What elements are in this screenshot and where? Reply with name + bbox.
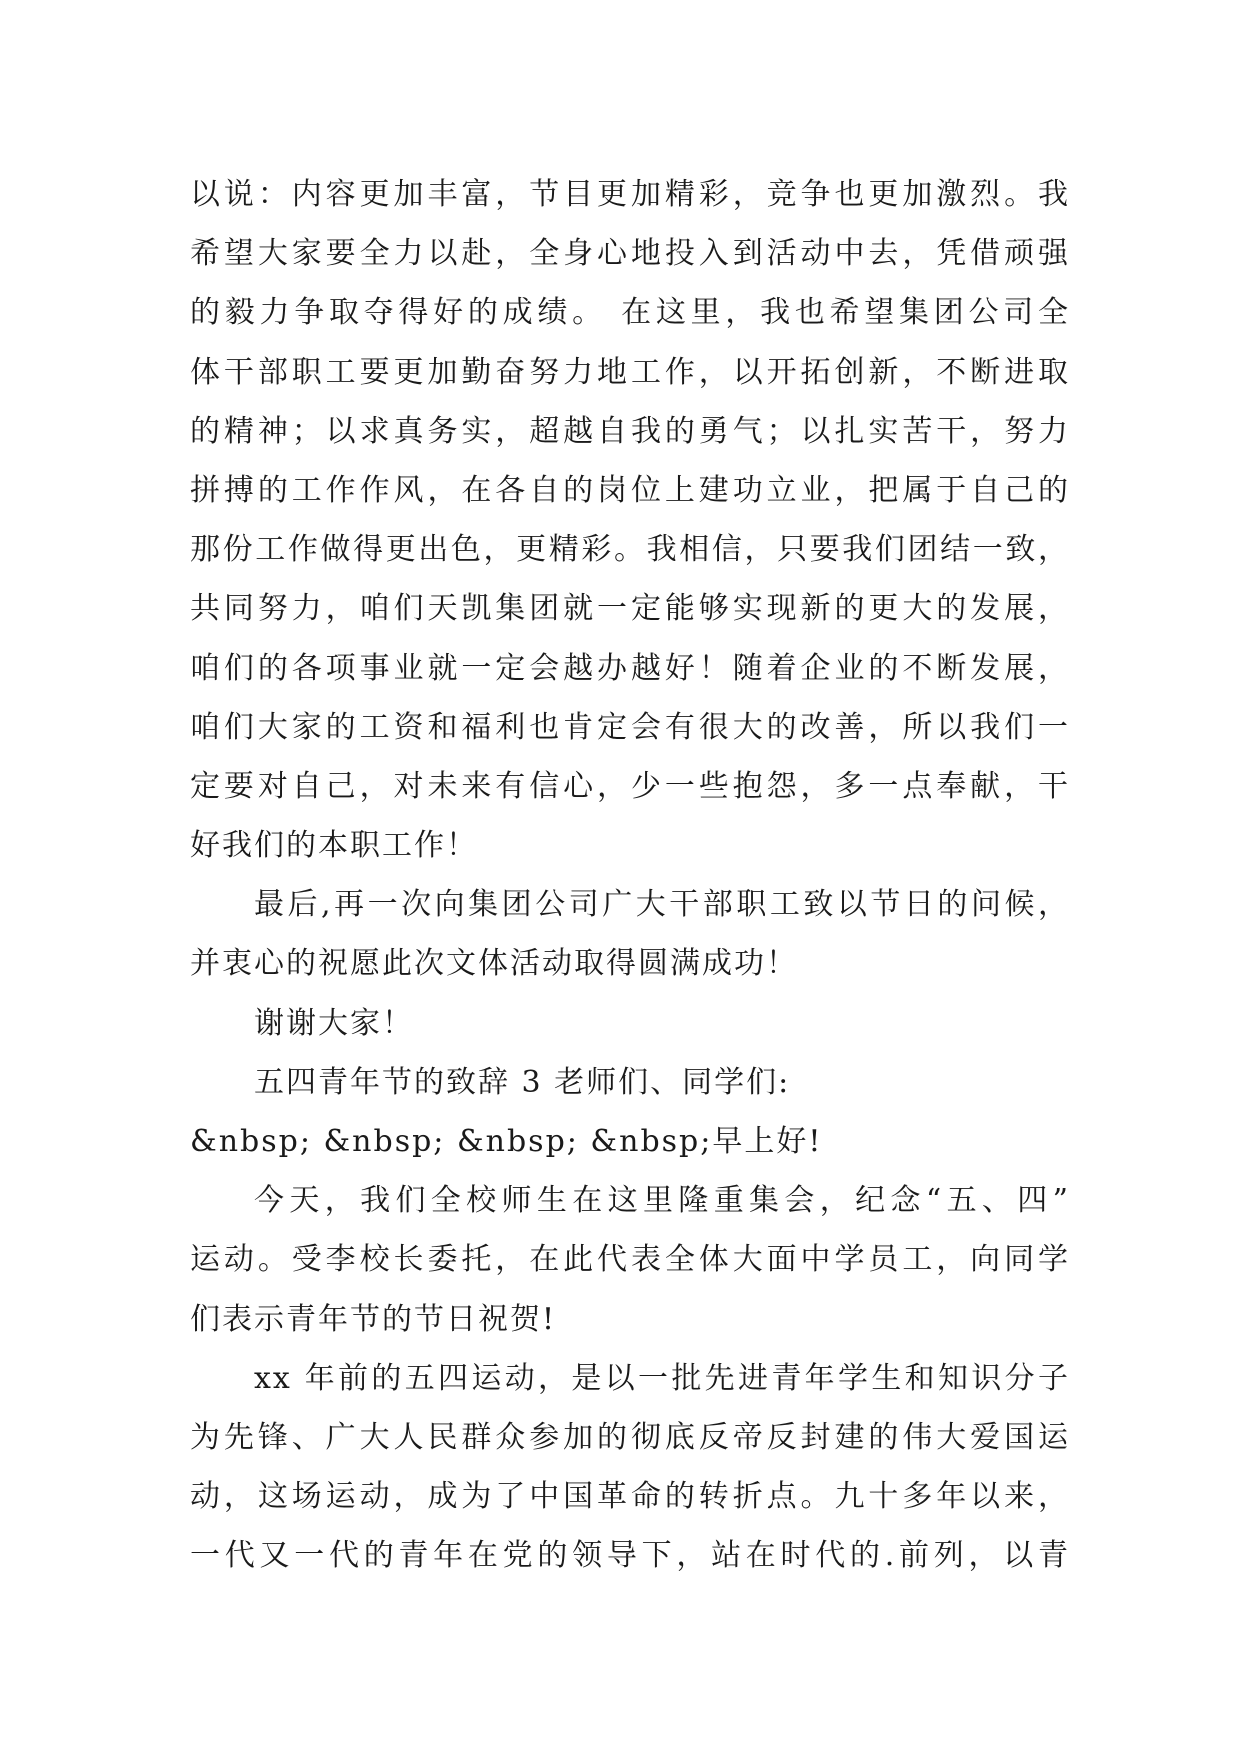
text-line: xx 年前的五四运动，是以一批先进青年学生和知识分子 — [254, 1360, 1070, 1396]
text-line: 好我们的本职工作！ — [190, 828, 478, 864]
text-line: 动，这场运动，成为了中国革命的转折点。九十多年以来， — [190, 1479, 1070, 1515]
text-line: 们表示青年节的节日祝贺! — [190, 1301, 557, 1337]
text-line: 并衷心的祝愿此次文体活动取得圆满成功！ — [190, 946, 798, 982]
text-line: 那份工作做得更出色，更精彩。我相信，只要我们团结一致， — [190, 532, 1070, 568]
body-text — [190, 165, 1070, 1586]
text-line: 共同努力，咱们天凯集团就一定能够实现新的更大的发展， — [190, 591, 1070, 627]
text-line: 的毅力争取夺得好的成绩。 在这里，我也希望集团公司全 — [190, 295, 1070, 331]
text-line: 今天，我们全校师生在这里隆重集会，纪念“五、四” — [254, 1183, 1070, 1219]
text-line: 以说：内容更加丰富，节目更加精彩，竞争也更加激烈。我 — [190, 177, 1070, 212]
text-line: &nbsp; &nbsp; &nbsp; &nbsp;早上好! — [190, 1124, 823, 1159]
text-line: 体干部职工要更加勤奋努力地工作，以开拓创新，不断进取 — [190, 354, 1070, 390]
text-line: 一代又一代的青年在党的领导下，站在时代的.前列，以青 — [190, 1538, 1070, 1574]
text-line: 谢谢大家！ — [254, 1005, 414, 1041]
text-line: 最后,再一次向集团公司广大干部职工致以节日的问候， — [254, 887, 1070, 923]
text-line: 定要对自己，对未来有信心，少一些抱怨，多一点奉献，干 — [190, 768, 1070, 804]
text-line: 运动。受李校长委托，在此代表全体大面中学员工，向同学 — [190, 1242, 1070, 1278]
text-line: 咱们大家的工资和福利也肯定会有很大的改善，所以我们一 — [190, 709, 1070, 745]
text-line: 咱们的各项事业就一定会越办越好！随着企业的不断发展， — [190, 650, 1070, 686]
text-line: 为先锋、广大人民群众参加的彻底反帝反封建的伟大爱国运 — [190, 1419, 1070, 1455]
text-line: 五四青年节的致辞 3 老师们、同学们: — [254, 1064, 791, 1100]
text-line: 希望大家要全力以赴，全身心地投入到活动中去，凭借顽强 — [190, 236, 1070, 272]
text-line: 的精神；以求真务实，超越自我的勇气；以扎实苦干，努力 — [190, 413, 1070, 449]
text-line: 拼搏的工作作风，在各自的岗位上建功立业，把属于自己的 — [190, 472, 1070, 508]
